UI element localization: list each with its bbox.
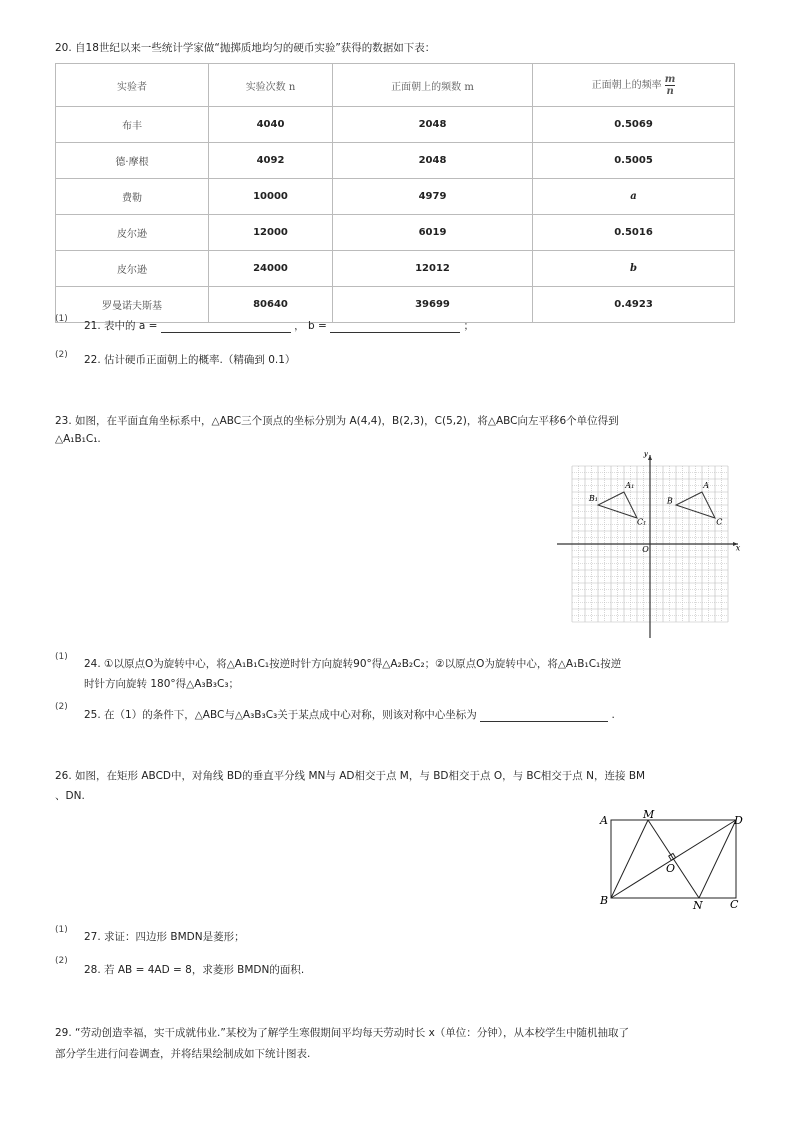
q23-line2: △A₁B₁C₁. — [55, 433, 101, 445]
coordinate-grid-figure — [555, 452, 745, 642]
label-c: C — [716, 517, 723, 527]
part-label: (2) — [55, 350, 68, 360]
label-x: x — [735, 543, 741, 553]
answer-blank-b[interactable] — [330, 332, 460, 333]
cell-trials: 4092 — [209, 143, 333, 179]
table-header-row — [56, 64, 735, 107]
answer-blank-a[interactable] — [161, 332, 291, 333]
table-row — [56, 179, 735, 215]
label-c: C — [730, 898, 739, 911]
label-c1: C₁ — [637, 517, 647, 527]
header-count: 正面朝上的频数 m — [333, 64, 533, 107]
y-axis-arrow-icon — [648, 455, 652, 460]
label-m: M — [643, 808, 655, 821]
q28: 28. 若 AB = 4AD = 8，求菱形 BMDN的面积. — [84, 964, 305, 976]
fraction-numerator: m — [664, 73, 676, 85]
label-o: O — [642, 544, 649, 554]
fraction-m-n — [665, 74, 676, 97]
cell-experimenter: 皮尔逊 — [56, 251, 209, 287]
cell-experimenter: 布丰 — [56, 107, 209, 143]
table-row — [56, 107, 735, 143]
q20-title: 20. 自18世纪以来一些统计学家做“抛掷质地均匀的硬币实验”获得的数据如下表： — [55, 42, 436, 54]
label-a: A — [703, 481, 710, 491]
cell-frequency: 0.5005 — [533, 143, 735, 179]
label-o: O — [666, 862, 676, 875]
cell-frequency: b — [533, 251, 735, 287]
label-d: D — [734, 814, 743, 827]
cell-count: 6019 — [333, 215, 533, 251]
q21-b-label: ， b = — [294, 320, 327, 332]
q22: 22. 估计硬币正面朝上的概率.（精确到 0.1） — [84, 354, 296, 366]
cell-count: 4979 — [333, 179, 533, 215]
table-row — [56, 215, 735, 251]
q21 — [84, 318, 474, 333]
cell-experimenter: 德·摩根 — [56, 143, 209, 179]
q29-line1: 29. “劳动创造幸福，实干成就伟业.”某校为了解学生寒假期间平均每天劳动时长 x（单位：分钟），从本校学生中随机抽取了 — [55, 1027, 630, 1039]
table-row — [56, 143, 735, 179]
cell-frequency: 0.5069 — [533, 107, 735, 143]
label-b1: B₁ — [588, 494, 598, 504]
cell-frequency: a — [533, 179, 735, 215]
label-b: B — [600, 894, 609, 907]
cell-experimenter: 皮尔逊 — [56, 215, 209, 251]
part-label: (1) — [55, 925, 68, 935]
header-frequency-label: 正面朝上的频率 — [591, 79, 662, 91]
cell-trials: 4040 — [209, 107, 333, 143]
cell-count: 2048 — [333, 143, 533, 179]
part-label: (1) — [55, 314, 68, 324]
cell-trials: 80640 — [209, 287, 333, 323]
q21-end: ； — [463, 320, 474, 332]
cell-frequency: 0.5016 — [533, 215, 735, 251]
q25-text: 25. 在（1）的条件下，△ABC与△A₃B₃C₃关于某点成中心对称，则该对称中心坐标为 — [84, 709, 477, 721]
table-row — [56, 251, 735, 287]
coin-experiment-table — [55, 63, 735, 323]
header-trials: 实验次数 n — [209, 64, 333, 107]
cell-count: 2048 — [333, 107, 533, 143]
cell-trials: 24000 — [209, 251, 333, 287]
cell-experimenter: 费勒 — [56, 179, 209, 215]
cell-experimenter: 罗曼诺夫斯基 — [56, 287, 209, 323]
cell-trials: 10000 — [209, 179, 333, 215]
fraction-denominator: n — [666, 85, 674, 97]
part-label: (2) — [55, 956, 68, 966]
rectangle-abcd-figure — [598, 808, 748, 913]
label-y: y — [643, 452, 649, 458]
part-label: (1) — [55, 652, 68, 662]
label-b: B — [666, 496, 673, 506]
cell-frequency: 0.4923 — [533, 287, 735, 323]
label-n: N — [693, 899, 703, 912]
q29-line2: 部分学生进行问卷调查，并将结果绘制成如下统计图表. — [55, 1048, 311, 1060]
header-experimenter: 实验者 — [56, 64, 209, 107]
cell-count: 12012 — [333, 251, 533, 287]
label-a: A — [600, 814, 608, 827]
q26-line2: 、DN. — [55, 790, 85, 802]
q24-line2: 时针方向旋转 180°得△A₃B₃C₃； — [84, 678, 240, 690]
cell-count: 39699 — [333, 287, 533, 323]
header-frequency — [533, 64, 735, 107]
q23-line1: 23. 如图，在平面直角坐标系中，△ABC三个顶点的坐标分别为 A(4,4)，B(2,3)，C(5,2)，将△ABC向左平移6个单位得到 — [55, 415, 619, 427]
part-label: (2) — [55, 702, 68, 712]
label-a1: A₁ — [625, 481, 635, 491]
cell-trials: 12000 — [209, 215, 333, 251]
q25-end: . — [611, 709, 615, 721]
answer-blank-center[interactable] — [480, 721, 608, 722]
q21-a-label: 21. 表中的 a = — [84, 320, 158, 332]
q26-line1: 26. 如图，在矩形 ABCD中，对角线 BD的垂直平分线 MN与 AD相交于点 M，与 BD相交于点 O，与 BC相交于点 N，连接 BM — [55, 770, 646, 782]
q25 — [84, 707, 615, 722]
q27: 27. 求证：四边形 BMDN是菱形； — [84, 931, 245, 943]
q24-line1: 24. ①以原点O为旋转中心，将△A₁B₁C₁按逆时针方向旋转90°得△A₂B₂C₂；②以原点O为旋转中心，将△A₁B₁C₁按逆 — [84, 658, 622, 670]
